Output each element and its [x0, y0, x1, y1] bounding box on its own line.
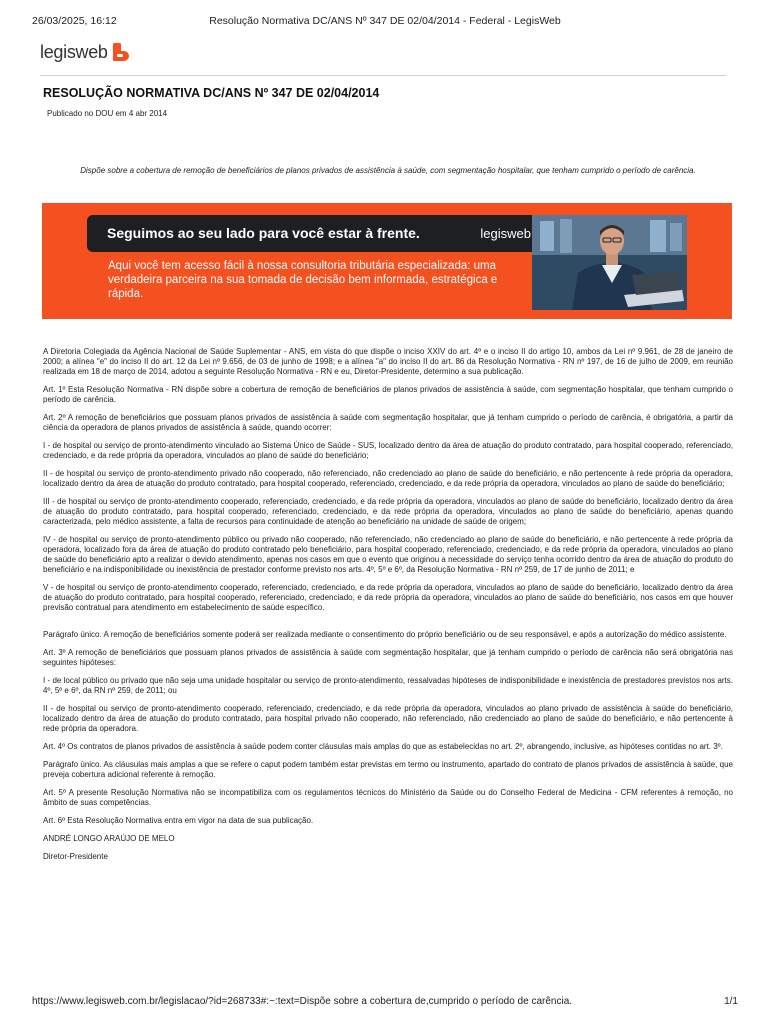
banner-body-text: Aqui você tem acesso fácil à nossa consultoria tributária especializada: uma verdadeira parceira na sua tomada de decisão bem informada, estratégica e rápida. [108, 260, 498, 300]
document-paragraph: Art. 6º Esta Resolução Normativa entra em vigor na data de sua publicação. [43, 816, 314, 825]
document-paragraph: Art. 2º A remoção de beneficiários que possuam planos privados de assistência à saúde com segmentação hospitalar, que já tenham cumprido o período de carência, é obrigatória, a partir da ciência da operadora de planos privados de assistência à saúde, quando ocorrer: [43, 413, 733, 432]
document-paragraph: A Diretoria Colegiada da Agência Nacional de Saúde Suplementar - ANS, em vista do que dispõe o inciso XXIV do art. 4º e o inciso II do artigo 10, ambos da Lei nº 9.961, de 28 de janeiro de 2000; a alínea "e" do inciso II do art. 12 da Lei nº 9.656, de 03 de junho de 1998; e a alínea "a" do inciso II do art. 86 da Resolução Normativa - RN nº 197, de 16 de julho de 2009, em reunião realizada em 18 de março de 2014, adotou a seguinte Resolução Normativa - RN e eu, Diretor-Presidente, determino a sua publicação. [43, 347, 733, 376]
document-title: RESOLUÇÃO NORMATIVA DC/ANS Nº 347 DE 02/04/2014 [43, 86, 380, 100]
document-paragraph: V - de hospital ou serviço de pronto-atendimento cooperado, referenciado, credenciado, e da rede própria da operadora, vinculados ao plano de saúde do beneficiário, localizado dentro da área de atuação do produto contratado, para hospital cooperado, referenciado, credenciado, e da rede própria da operadora, vinculados ao plano de saúde do beneficiário, nos casos em que houver previsão contratual para atendimento em estabelecimento de saúde específico. [43, 583, 733, 612]
logo-text: legisweb [40, 41, 108, 62]
document-paragraph: I - de local público ou privado que não seja uma unidade hospitalar ou serviço de pronto-atendimento, ressalvadas hipóteses de indisponibilidade e inexistência de prestadores previstos nos arts. 4º, 5º e 6º, da RN nº 259, de 2011; ou [43, 676, 733, 695]
document-paragraph: Parágrafo único. As cláusulas mais amplas a que se refere o caput podem também estar previstas em termo ou instrumento, apartado do contrato de planos privados de assistência à saúde, que preveja cobertura adicional referente à remoção. [43, 760, 733, 779]
document-summary: Dispõe sobre a cobertura de remoção de beneficiários de planos privados de assistência à saúde, com segmentação hospitalar, que tenham cumprido o período de carência. [80, 166, 696, 175]
document-paragraph: Diretor-Presidente [43, 852, 108, 861]
document-paragraph: Art. 3º A remoção de beneficiários que possuam planos privados de assistência à saúde com segmentação hospitalar, que já tenham cumprido o período de carência não será obrigatória nas seguintes hipóteses: [43, 648, 733, 667]
document-paragraph: III - de hospital ou serviço de pronto-atendimento cooperado, referenciado, credenciado, e da rede própria da operadora, vinculados ao plano de saúde do beneficiário, localizado dentro da área de atuação do produto contratado, para hospital cooperado, referenciado, credenciado, e da rede própria da operadora, vinculados ao plano de saúde do beneficiário, apenas quando caracterizada, pelo médico assistente, a falta de recursos para continuidade de atenção ao beneficiário na unidade de saúde de origem; [43, 497, 733, 526]
print-date: 26/03/2025, 16:12 [32, 15, 117, 27]
document-paragraph: I - de hospital ou serviço de pronto-atendimento vinculado ao Sistema Único de Saúde - SUS, localizado dentro da área de atuação do produto contratado, para hospital cooperado, referenciado, credenciado, e da rede própria da operadora, vinculados ao plano de saúde do beneficiário; [43, 441, 733, 460]
page-number: 1/1 [724, 996, 738, 1007]
document-paragraph: Parágrafo único. A remoção de beneficiários somente poderá ser realizada mediante o consentimento do próprio beneficiário ou de seu responsável, e após a autorização do médico assistente. [43, 630, 727, 639]
banner-headline: Seguimos ao seu lado para você estar à frente. [107, 225, 420, 241]
document-paragraph: II - de hospital ou serviço de pronto-atendimento cooperado, referenciado, credenciado, e da rede própria da operadora, vinculados ao plano privado de assistência à saúde do beneficiário, localizado dentro da área de atuação do produto contratado, para hospital privado não cooperado, não referenciado, não credenciado ao plano de saúde do beneficiário, e não pertencente à rede própria da operadora. [43, 704, 733, 733]
print-url: https://www.legisweb.com.br/legislacao/?id=268733#:~:text=Dispõe sobre a cobertura de,cumprido o período de carência. [32, 996, 573, 1007]
document-paragraph: ANDRÉ LONGO ARAÚJO DE MELO [43, 834, 175, 843]
ad-banner[interactable] [42, 203, 732, 319]
print-footer [32, 996, 738, 1008]
document-body [43, 339, 733, 862]
document-paragraph: II - de hospital ou serviço de pronto-atendimento privado não cooperado, não referenciado, não credenciado ao plano de saúde do beneficiário, e não pertencente à rede própria da operadora, localizado dentro da área de atuação do produto contratado, para hospital cooperado, referenciado, credenciado, e da rede própria da operadora, vinculados ao plano de saúde do beneficiário; [43, 469, 733, 488]
document-paragraph: Art. 5º A presente Resolução Normativa não se incompatibiliza com os regulamentos técnicos do Ministério da Saúde ou do Conselho Federal de Medicina - CFM referentes à remoção, no âmbito de suas competências. [43, 788, 733, 807]
businessman-photo [532, 215, 687, 310]
print-header [32, 15, 738, 29]
print-page-title: Resolução Normativa DC/ANS Nº 347 DE 02/04/2014 - Federal - LegisWeb [209, 15, 561, 27]
document-paragraph: Art. 1º Esta Resolução Normativa - RN dispõe sobre a cobertura de remoção de beneficiários de planos privados de assistência à saúde, com segmentação hospitalar, que tenham cumprido o período de carência. [43, 385, 733, 404]
document-paragraph: IV - de hospital ou serviço de pronto-atendimento público ou privado não cooperado, não referenciado, não credenciado ao plano de saúde do beneficiário, e não pertencente à rede própria da operadora, localizado fora da área de atuação do produto contratado pelo beneficiário, para hospital cooperado, referenciado, credenciado, e da rede própria da operadora, vinculados ao plano de saúde do beneficiário apto a realizar o devido atendimento, apenas nos casos em que o evento que originou a necessidade do serviço tenha ocorrido dentro da área de atuação do produto do beneficiário e na indisponibilidade ou inexistência de prestador conforme previsto nos arts. 4º, 5º e 6º, da Resolução Normativa - RN nº 259, de 17 de junho de 2011; e [43, 535, 733, 574]
logo-mark-icon [111, 42, 131, 62]
publication-note: Publicado no DOU em 4 abr 2014 [47, 109, 168, 118]
banner-logo-text: legisweb [480, 225, 531, 241]
header-divider [40, 75, 726, 76]
legisweb-logo[interactable] [40, 40, 131, 64]
document-paragraph: Art. 4º Os contratos de planos privados de assistência à saúde podem conter cláusulas mais amplas do que as estabelecidas no art. 2º, abrangendo, inclusive, as hipóteses contidas no art. 3º. [43, 742, 723, 751]
